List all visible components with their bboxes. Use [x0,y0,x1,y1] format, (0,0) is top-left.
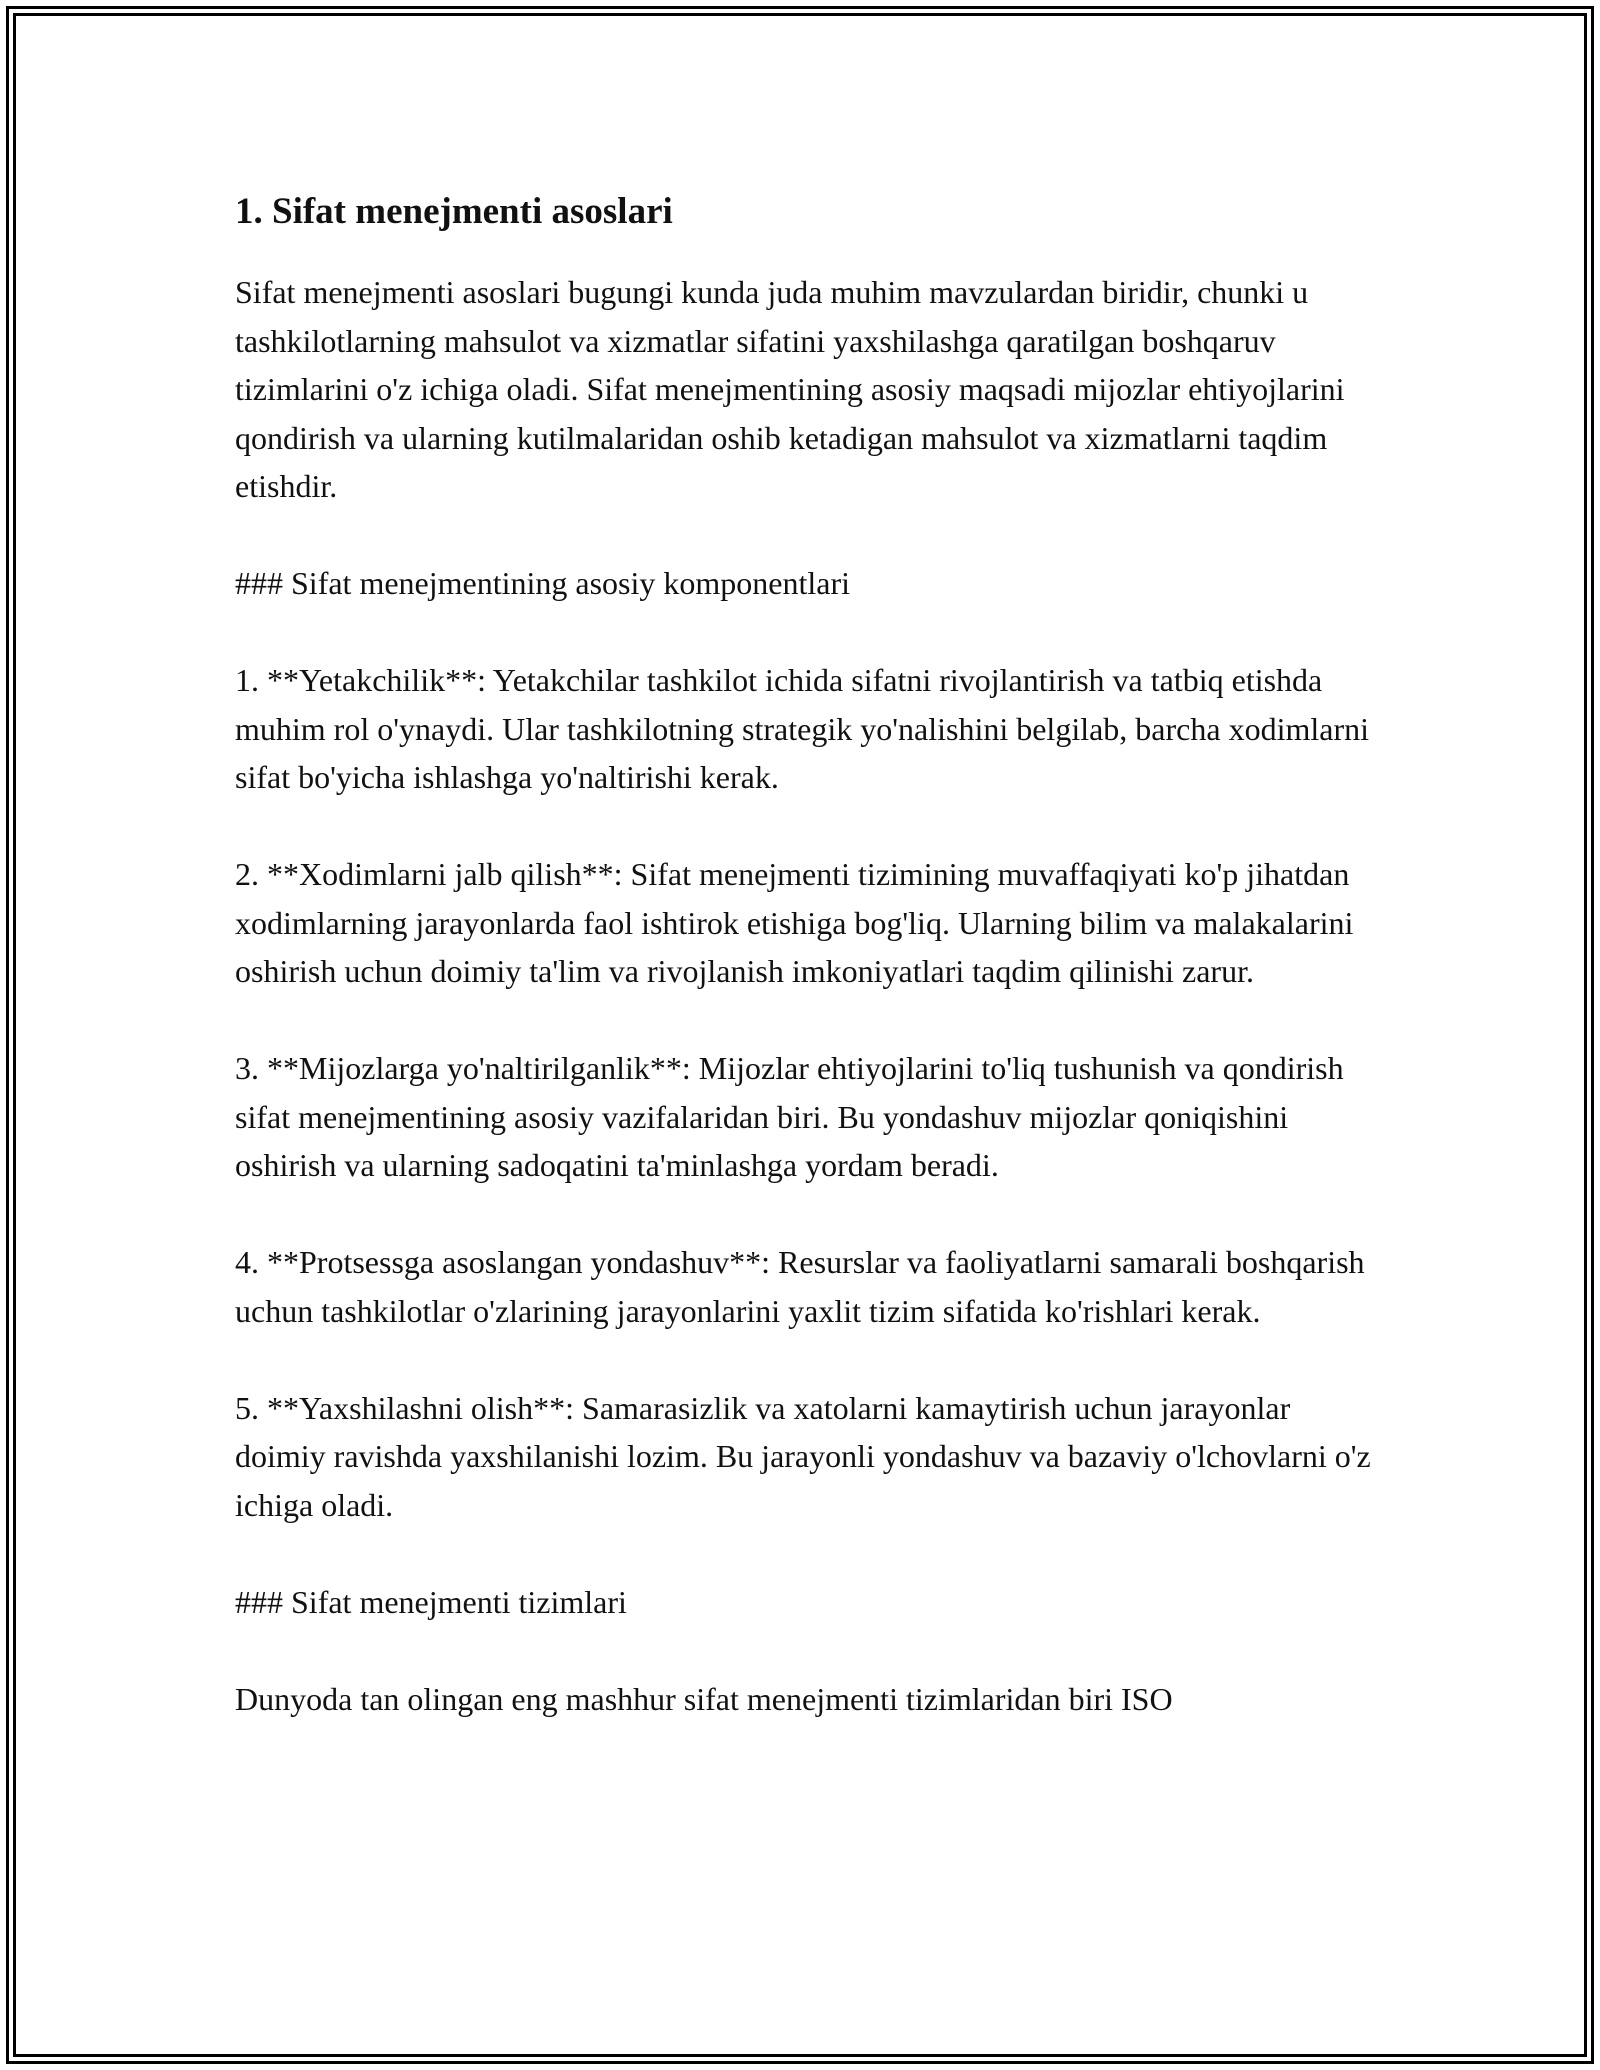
intro-paragraph: Sifat menejmenti asoslari bugungi kunda juda muhim mavzulardan biridir, chunki u tashkilotlarning mahsulot va xizmatlar sifatini yaxshilashga qaratilgan boshqaruv tizimlarini o'z ichiga oladi. Sifat menejmentining asosiy maqsadi mijozlar ehtiyojlarini qondirish va ularning kutilmalaridan oshib ketadigan mahsulot va xizmatlarni taqdim etishdir. [235,274,1345,504]
list-item-process-approach: 4. **Protsessga asoslangan yondashuv**: Resurslar va faoliyatlarni samarali boshqarish uchun tashkilotlar o'zlarining jarayonlarini yaxlit tizim sifatida ko'rishlari kerak. [235,1244,1365,1329]
section-heading-components: ### Sifat menejmentining asosiy komponentlari [235,565,851,601]
section-heading-systems: ### Sifat menejmenti tizimlari [235,1583,627,1620]
closing-paragraph: Dunyoda tan olingan eng mashhur sifat menejmenti tizimlaridan biri ISO [235,1680,1173,1717]
document-title: 1. Sifat menejmenti asoslari [235,191,673,232]
document-body [235,186,1385,1772]
list-item-improvement: 5. **Yaxshilashni olish**: Samarasizlik va xatolarni kamaytirish uchun jarayonlar doimiy ravishda yaxshilanishi lozim. Bu jarayonli yondashuv va bazaviy o'lchovlarni o'z ichiga oladi. [235,1389,1371,1523]
list-item-leadership: 1. **Yetakchilik**: Yetakchilar tashkilot ichida sifatni rivojlantirish va tatbiq etishda muhim rol o'ynaydi. Ular tashkilotning strategik yo'nalishini belgilab, barcha xodimlarni sifat bo'yicha ishlashga yo'naltirishi kerak. [235,662,1369,795]
list-item-customer-focus: 3. **Mijozlarga yo'naltirilganlik**: Mijozlar ehtiyojlarini to'liq tushunish va qondirish sifat menejmentining asosiy vazifalaridan biri. Bu yondashuv mijozlar qoniqishini oshirish va ularning sadoqatini ta'minlashga yordam beradi. [235,1050,1344,1183]
list-item-employee-engagement: 2. **Xodimlarni jalb qilish**: Sifat menejmenti tizimining muvaffaqiyati ko'p jihatdan xodimlarning jarayonlarda faol ishtirok etishiga bog'liq. Ularning bilim va malakalarini oshirish uchun doimiy ta'lim va rivojlanish imkoniyatlari taqdim qilinishi zarur. [235,856,1354,989]
